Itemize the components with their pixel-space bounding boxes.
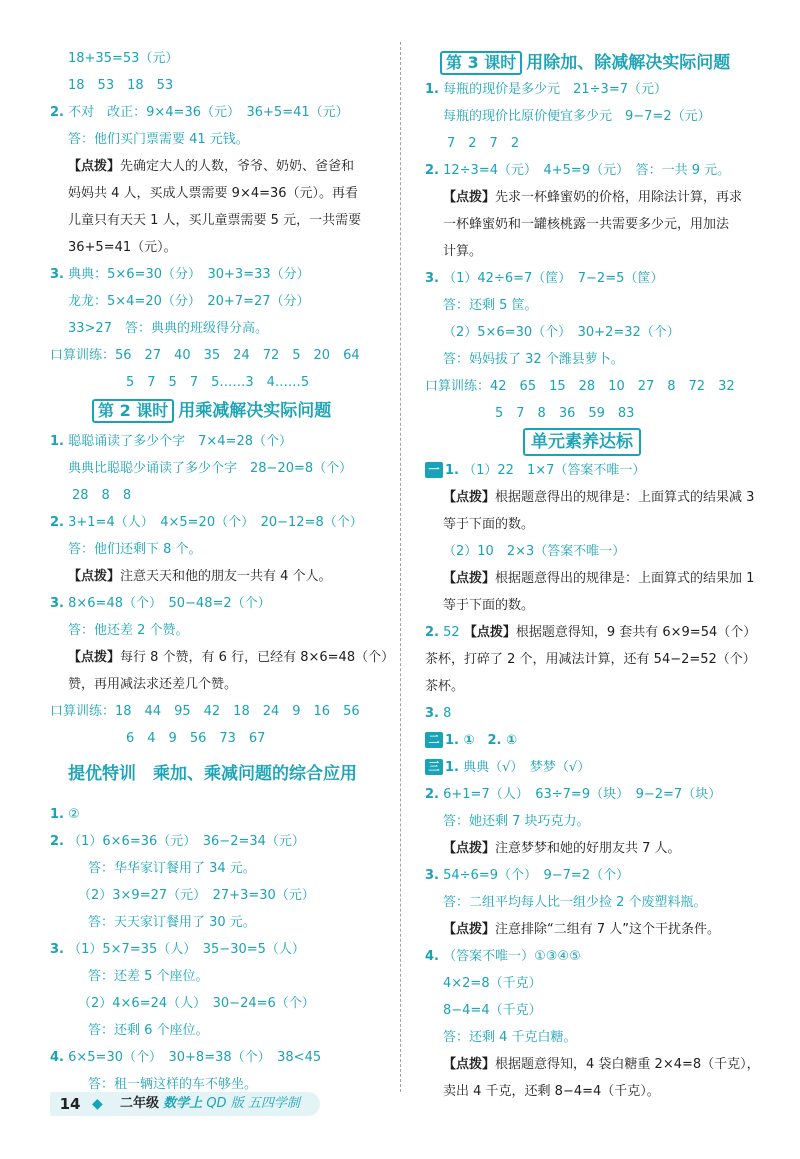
answer-line: 答：他还差 2 个赞。	[68, 623, 189, 638]
answer-text: 1. ① 2. ①	[445, 733, 518, 748]
question-number: 1.	[445, 463, 459, 478]
right-column	[407, 0, 800, 1100]
hint-tag: 【点拨】	[443, 922, 496, 937]
question-2	[50, 833, 305, 851]
answer-text: 6+1=7（人） 63÷7=9（块） 9−2=7（块）	[443, 787, 722, 802]
answer-line: 4×2=8（千克）	[443, 976, 542, 991]
oral-calc-line: 5 7 5 7 5……3 4……5	[126, 375, 310, 390]
lesson-badge: 第 3 课时	[440, 51, 522, 75]
section-one-icon: 一	[425, 462, 443, 478]
hint-tag: 【点拨】	[463, 625, 516, 640]
answer-line: （2）5×6=30（个） 30+2=32（个）	[443, 325, 680, 340]
answer-line: 答：华华家订餐用了 34 元。	[88, 861, 256, 876]
hint-line: 儿童只有天天 1 人，买儿童票需要 5 元，一共需要	[68, 213, 362, 228]
hint-text: 注意梦梦和她的好朋友共 7 人。	[495, 841, 681, 856]
hint-tag: 【点拨】	[68, 569, 121, 584]
hint-line: 茶杯。	[425, 679, 465, 694]
question-3	[50, 266, 310, 284]
question-number: 3.	[425, 271, 439, 286]
oral-calc-line: 口算训练：42 65 15 28 10 27 8 72 32	[425, 379, 735, 394]
question-number: 3.	[50, 942, 64, 957]
answer-line: 答：还剩 4 千克白糖。	[443, 1030, 577, 1045]
unit-assessment-heading: 单元素养达标	[523, 428, 641, 456]
question-2	[50, 514, 363, 532]
hint-line	[68, 568, 332, 586]
subject-label: 数学上	[163, 1096, 203, 1111]
answer-line: 答：二组平均每人比一组少捡 2 个废塑料瓶。	[443, 895, 707, 910]
answer-text: 8×6=48（个） 50−48=2（个）	[68, 596, 271, 611]
oral-calc-line: 6 4 9 56 73 67	[126, 731, 266, 746]
answer-line: 答：他们买门票需要 41 元钱。	[68, 132, 249, 147]
brand-logo-icon: ◆	[92, 1096, 103, 1112]
part-1-question-3	[425, 705, 451, 723]
answer-line: （2）10 2×3（答案不唯一）	[443, 544, 626, 559]
part-1-question-2	[425, 624, 756, 642]
answer-line: 答：他们还剩下 8 个。	[68, 542, 202, 557]
hint-tag: 【点拨】	[443, 190, 496, 205]
question-3	[50, 941, 305, 959]
answer-text: 典典（√） 梦梦（√）	[463, 760, 591, 775]
hint-line	[443, 840, 681, 858]
part-3-question-4	[425, 948, 581, 966]
answer-line: 18+35=53（元）	[68, 51, 179, 66]
answer-line: （2）4×6=24（人） 30−24=6（个）	[78, 996, 315, 1011]
answer-line: 典典比聪聪少诵读了多少个字 28−20=8（个）	[68, 461, 353, 476]
footer-book-info	[120, 1092, 300, 1116]
question-number: 1.	[445, 760, 459, 775]
hint-line: 赞，再用减法求还差几个赞。	[68, 677, 238, 692]
hint-text: 先确定大人的人数，爷爷、奶奶、爸爸和	[120, 159, 355, 174]
answer-line: 答：她还剩 7 块巧克力。	[443, 814, 590, 829]
question-number: 3.	[425, 706, 439, 721]
answer-text: 8	[443, 706, 452, 721]
question-number: 2.	[425, 787, 439, 802]
lesson-badge: 第 2 课时	[92, 399, 174, 423]
part-1-question-1	[425, 462, 645, 480]
answer-text: 52	[443, 625, 460, 640]
answer-line: 8−4=4（千克）	[443, 1003, 542, 1018]
question-number: 4.	[50, 1050, 64, 1065]
answer-text: （1）42÷6=7（筐） 7−2=5（筐）	[443, 271, 664, 286]
question-2	[425, 162, 730, 180]
answer-text: （1）22 1×7（答案不唯一）	[463, 463, 646, 478]
oral-calc-line: 口算训练：18 44 95 42 18 24 9 16 56	[50, 704, 360, 719]
answer-text: 6×5=30（个） 30+8=38（个） 38<45	[68, 1050, 322, 1065]
answer-text: ②	[68, 807, 80, 822]
section-two-icon: 二	[425, 732, 443, 748]
question-1	[50, 433, 292, 451]
page-footer	[50, 1092, 320, 1116]
question-4	[50, 1049, 321, 1067]
part-3-question-1	[425, 759, 590, 777]
part-2-answers	[425, 732, 517, 750]
answer-line: （2）3×9=27（元） 27+3=30（元）	[78, 888, 315, 903]
question-1	[50, 806, 80, 824]
question-number: 2.	[50, 515, 64, 530]
hint-tag: 【点拨】	[443, 571, 496, 586]
hint-line: 计算。	[443, 244, 483, 259]
question-number: 1.	[425, 82, 439, 97]
lesson-3-heading	[440, 51, 730, 75]
hint-tag: 【点拨】	[443, 490, 496, 505]
hint-text: 注意排除“二组有 7 人”这个干扰条件。	[495, 922, 721, 937]
special-training-heading: 提优特训 乘加、乘减问题的综合应用	[68, 764, 357, 784]
answer-text: 54÷6=9（个） 9−7=2（个）	[443, 868, 630, 883]
part-3-question-2	[425, 786, 721, 804]
question-number: 4.	[425, 949, 439, 964]
lesson-title: 用乘减解决实际问题	[178, 401, 332, 421]
hint-text: 根据题意得出的规律是：上面算式的结果加 1	[495, 571, 755, 586]
answer-text: 3+1=4（人） 4×5=20（个） 20−12=8（个）	[68, 515, 363, 530]
question-number: 2.	[50, 105, 64, 120]
answer-text: （1）5×7=35（人） 35−30=5（人）	[68, 942, 305, 957]
hint-tag: 【点拨】	[68, 159, 121, 174]
lesson-2-heading	[92, 399, 331, 423]
hint-tag: 【点拨】	[443, 841, 496, 856]
hint-line: 妈妈共 4 人，买成人票需要 9×4=36（元）。再看	[68, 186, 359, 201]
lesson-title: 用除加、除减解决实际问题	[526, 53, 731, 73]
question-number: 2.	[425, 163, 439, 178]
hint-text: 根据题意得知，9 套共有 6×9=54（个）	[515, 625, 757, 640]
column-divider	[400, 42, 401, 1092]
question-number: 1.	[50, 807, 64, 822]
answer-line: 答：租一辆这样的车不够坐。	[88, 1077, 258, 1092]
hint-line	[443, 921, 720, 939]
answer-text: （答案不唯一）①③④⑤	[443, 949, 581, 964]
question-number: 2.	[50, 834, 64, 849]
oral-calc-line: 口算训练：56 27 40 35 24 72 5 20 64	[50, 348, 360, 363]
hint-line	[443, 189, 742, 207]
question-number: 2.	[425, 625, 439, 640]
question-3	[425, 270, 663, 288]
question-number: 3.	[425, 868, 439, 883]
question-number: 3.	[50, 596, 64, 611]
hint-tag: 【点拨】	[443, 1057, 496, 1072]
hint-line: 等于下面的数。	[443, 517, 535, 532]
question-number: 1.	[50, 434, 64, 449]
oral-calc-line: 5 7 8 36 59 83	[495, 406, 635, 421]
question-number: 3.	[50, 267, 64, 282]
answer-line: 答：还剩 6 个座位。	[88, 1023, 209, 1038]
left-column	[0, 0, 395, 1100]
question-1	[425, 81, 667, 99]
hint-line: 36+5=41（元）。	[68, 240, 177, 255]
answer-line: 龙龙：5×4=20（分） 20+7=27（分）	[68, 294, 310, 309]
hint-line	[443, 489, 754, 507]
answer-line: 33>27 答：典典的班级得分高。	[68, 321, 268, 336]
hint-line	[68, 158, 354, 176]
hint-text: 根据题意得知，4 袋白糖重 2×4=8（千克），	[495, 1057, 760, 1072]
hint-text: 每行 8 个赞，有 6 行，已经有 8×6=48（个）	[120, 650, 395, 665]
hint-line	[68, 649, 394, 667]
hint-line	[443, 570, 754, 588]
answer-line: 7 2 7 2	[447, 136, 520, 151]
answer-line: 每瓶的现价比原价便宜多少元 9−7=2（元）	[443, 109, 711, 124]
part-3-question-3	[425, 867, 629, 885]
answer-text: 12÷3=4（元） 4+5=9（元） 答：一共 9 元。	[443, 163, 731, 178]
hint-line	[443, 1056, 760, 1074]
answer-line: 答：妈妈拔了 32 个潍县萝卜。	[443, 352, 624, 367]
hint-text: 注意天天和他的朋友一共有 4 个人。	[120, 569, 332, 584]
answer-line: 答：还差 5 个座位。	[88, 969, 209, 984]
answer-line: 答：还剩 5 筐。	[443, 298, 538, 313]
grade-label: 二年级	[120, 1096, 160, 1111]
question-2	[50, 104, 349, 122]
answer-text: 不对 改正：9×4=36（元） 36+5=41（元）	[68, 105, 349, 120]
answer-text: 每瓶的现价是多少元 21÷3=7（元）	[443, 82, 667, 97]
hint-line: 卖出 4 千克，还剩 8−4=4（千克）。	[443, 1084, 660, 1099]
answer-text: （1）6×6=36（元） 36−2=34（元）	[68, 834, 305, 849]
answer-text: 聪聪诵读了多少个字 7×4=28（个）	[68, 434, 292, 449]
answer-line: 18 53 18 53	[68, 78, 174, 93]
hint-tag: 【点拨】	[68, 650, 121, 665]
question-3	[50, 595, 271, 613]
answer-line: 答：天天家订餐用了 30 元。	[88, 915, 256, 930]
edition-label: QD 版 五四学制	[206, 1096, 300, 1111]
section-three-icon: 三	[425, 759, 443, 775]
hint-text: 根据题意得出的规律是：上面算式的结果减 3	[495, 490, 755, 505]
page-number: 14	[59, 1095, 81, 1113]
hint-line: 等于下面的数。	[443, 598, 535, 613]
hint-text: 先求一杯蜂蜜奶的价格，用除法计算，再求	[495, 190, 743, 205]
hint-line: 茶杯，打碎了 2 个，用减法计算，还有 54−2=52（个）	[425, 652, 756, 667]
hint-line: 一杯蜂蜜奶和一罐核桃露一共需要多少元，用加法	[443, 217, 730, 232]
answer-text: 典典：5×6=30（分） 30+3=33（分）	[68, 267, 310, 282]
answer-line: 28 8 8	[72, 488, 132, 503]
